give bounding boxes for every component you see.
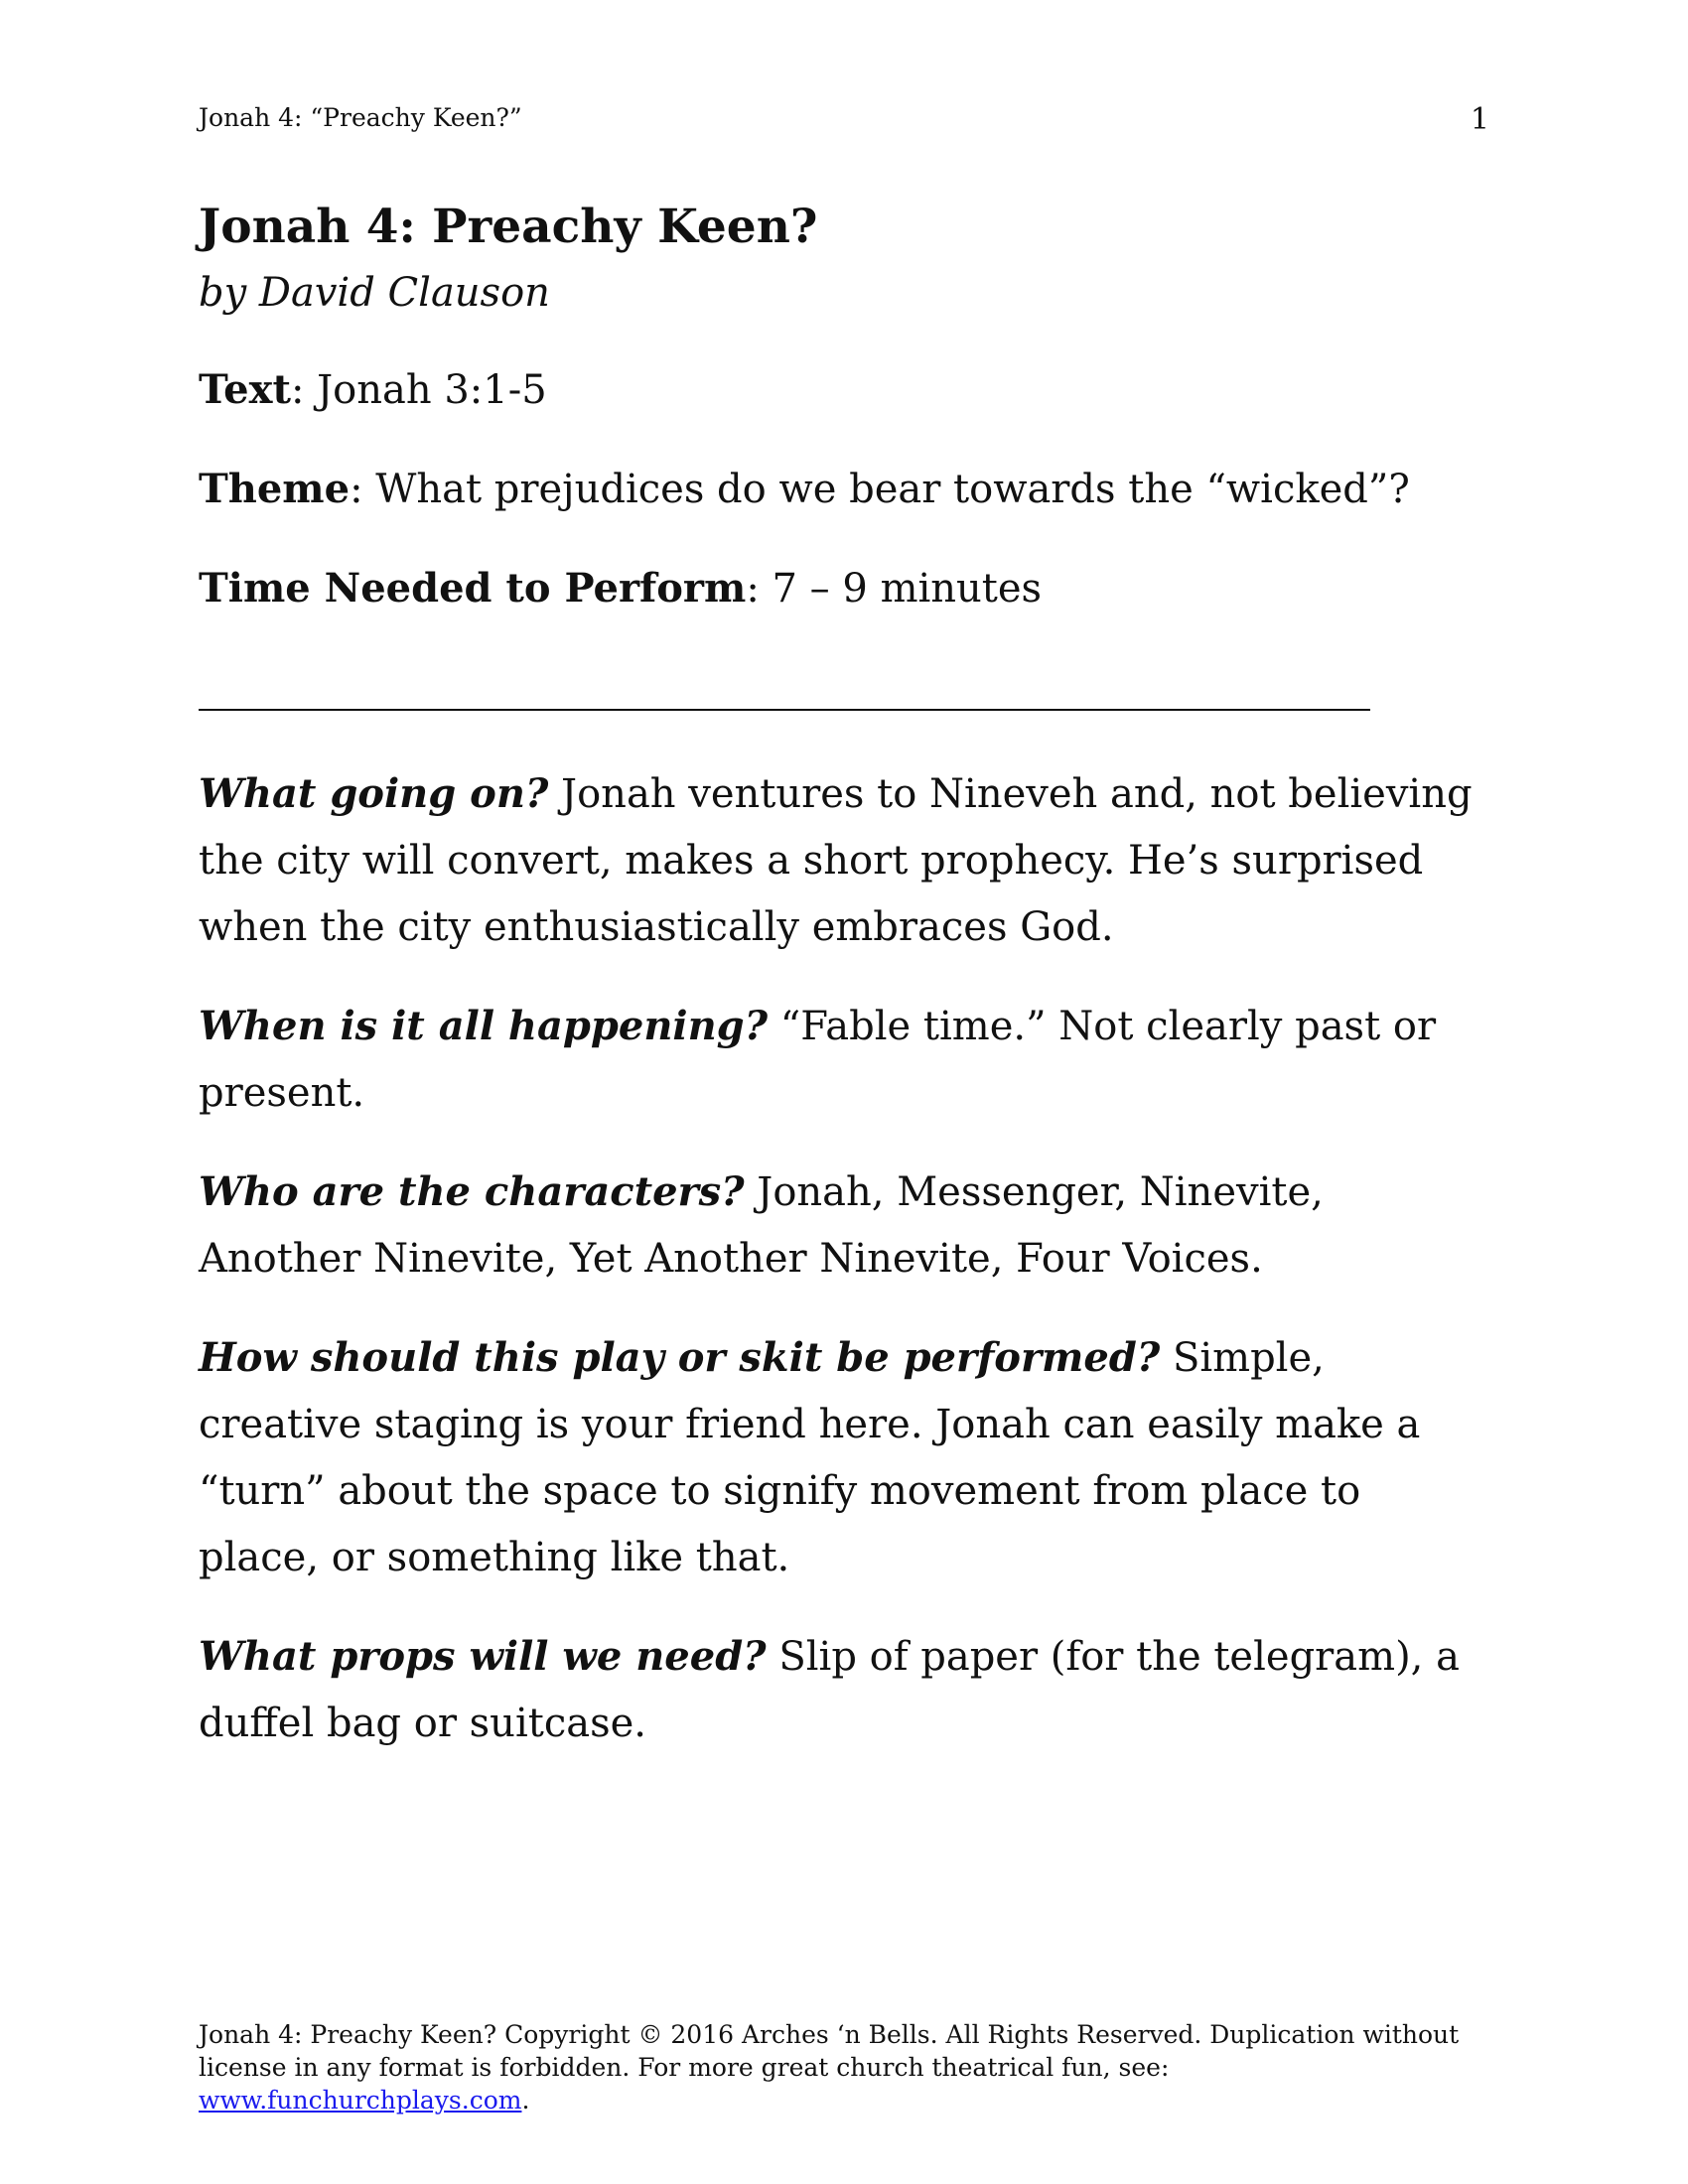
section-characters bbox=[199, 1159, 1489, 1293]
section-answer: Jonah ventures to Nineveh and, not believing the city will convert, makes a short prophecy. He’s surprised when the city enthusiastically embraces God. bbox=[199, 771, 1473, 950]
time-needed-line bbox=[199, 564, 1489, 614]
website-link[interactable]: www.funchurchplays.com bbox=[199, 2086, 522, 2115]
section-answer: “Fable time.” Not clearly past or present. bbox=[199, 1004, 1437, 1116]
time-label: Time Needed to Perform bbox=[199, 565, 747, 612]
theme-value: : What prejudices do we bear towards the “wicked”? bbox=[350, 467, 1410, 512]
page-number: 1 bbox=[1470, 102, 1489, 137]
section-props bbox=[199, 1623, 1489, 1757]
main-content bbox=[199, 199, 1489, 1757]
section-answer: Simple, creative staging is your friend here. Jonah can easily make a “turn” about the space to signify movement from place to place, or something like that. bbox=[199, 1335, 1421, 1580]
footer-end: . bbox=[521, 2086, 530, 2115]
theme-line bbox=[199, 465, 1489, 514]
copyright-footer bbox=[199, 2018, 1499, 2116]
section-question: How should this play or skit be performed? bbox=[199, 1334, 1161, 1381]
author-byline: by David Clauson bbox=[199, 270, 550, 316]
theme-label: Theme bbox=[199, 466, 351, 512]
section-answer: Jonah, Messenger, Ninevite, Another Ninevite, Yet Another Ninevite, Four Voices. bbox=[199, 1169, 1324, 1282]
text-label: Text bbox=[199, 366, 291, 413]
section-performance bbox=[199, 1324, 1489, 1591]
horizontal-rule bbox=[199, 709, 1370, 711]
section-whats-going-on bbox=[199, 760, 1489, 961]
section-question: What going on? bbox=[199, 770, 549, 817]
document-title: Jonah 4: Preachy Keen? bbox=[199, 200, 818, 254]
section-when bbox=[199, 993, 1489, 1127]
text-reference bbox=[199, 365, 1489, 415]
text-value: : Jonah 3:1-5 bbox=[290, 367, 547, 413]
running-header-title: Jonah 4: “Preachy Keen?” bbox=[199, 103, 522, 132]
section-question: What props will we need? bbox=[199, 1633, 767, 1680]
section-question: Who are the characters? bbox=[199, 1168, 745, 1215]
section-answer: Slip of paper (for the telegram), a duffel bag or suitcase. bbox=[199, 1634, 1460, 1746]
time-value: : 7 – 9 minutes bbox=[746, 566, 1043, 612]
section-question: When is it all happening? bbox=[199, 1003, 769, 1049]
footer-text: Jonah 4: Preachy Keen? Copyright © 2016 Arches ‘n Bells. All Rights Reserved. Duplication without license in any format is forbidden. For more great church theatrical fun, see: bbox=[199, 2020, 1460, 2082]
